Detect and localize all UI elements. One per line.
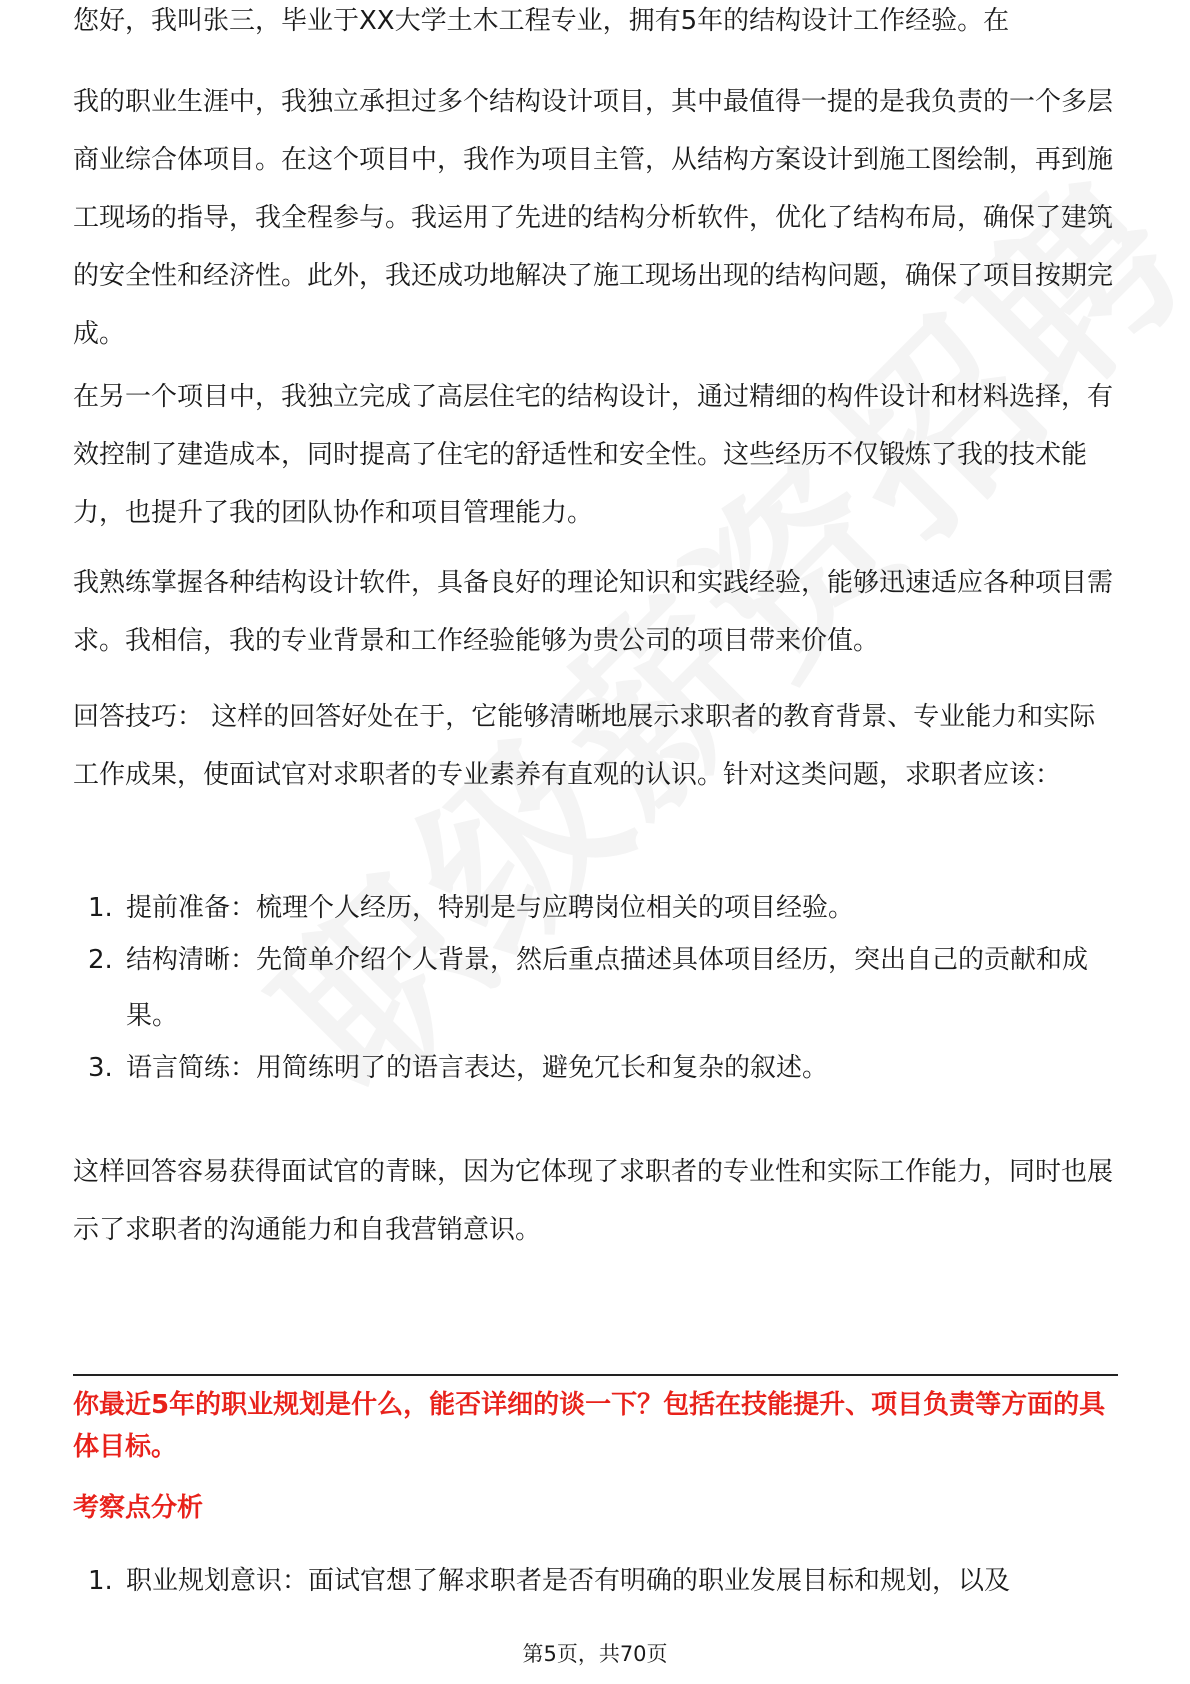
paragraph-cut-off: 您好，我叫张三，毕业于XX大学土木工程专业，拥有5年的结构设计工作经验。在 — [73, 6, 1010, 36]
section-divider — [73, 1374, 1118, 1376]
cut-off-line-wrapper — [73, 0, 1118, 70]
paragraph-software-skills: 我熟练掌握各种结构设计软件，具备良好的理论知识和实践经验，能够迅速适应各种项目需求。我相信，我的专业背景和工作经验能够为贵公司的项目带来价值。 — [73, 568, 1114, 656]
list-item-text: 结构清晰：先简单介绍个人背景，然后重点描述具体项目经历，突出自己的贡献和成果。 — [126, 945, 1089, 1031]
paragraph-answer-tips: 回答技巧： 这样的回答好处在于，它能够清晰地展示求职者的教育背景、专业能力和实际工作成果，使面试官对求职者的专业素养有直观的认识。针对这类问题，求职者应该： — [73, 702, 1096, 790]
page-number: 第5页，共70页 — [522, 1642, 668, 1666]
analysis-heading: 考察点分析 — [73, 1493, 204, 1523]
list-item-text: 职业规划意识：面试官想了解求职者是否有明确的职业发展目标和规划，以及 — [126, 1566, 1011, 1596]
paragraph-project-experience: 我的职业生涯中，我独立承担过多个结构设计项目，其中最值得一提的是我负责的一个多层商业综合体项目。在这个项目中，我作为项目主管，从结构方案设计到施工图绘制，再到施工现场的指导，我全程参与。我运用了先进的结构分析软件，优化了结构布局，确保了建筑的安全性和经济性。此外，我还成功地解决了施工现场出现的结构问题，确保了项目按期完成。 — [73, 87, 1114, 349]
list-number: 1. — [88, 1566, 113, 1596]
list-item-text: 语言简练：用简练明了的语言表达，避免冗长和复杂的叙述。 — [126, 1053, 829, 1083]
list-number: 2. — [88, 945, 113, 975]
paragraph-closing: 这样回答容易获得面试官的青睐，因为它体现了求职者的专业性和实际工作能力，同时也展示了求职者的沟通能力和自我营销意识。 — [73, 1157, 1114, 1245]
interview-question: 你最近5年的职业规划是什么，能否详细的谈一下？包括在技能提升、项目负责等方面的具体目标。 — [73, 1390, 1106, 1462]
list-item-text: 提前准备：梳理个人经历，特别是与应聘岗位相关的项目经验。 — [126, 893, 855, 923]
list-number: 3. — [88, 1053, 113, 1083]
list-number: 1. — [88, 893, 113, 923]
paragraph-high-rise-project: 在另一个项目中，我独立完成了高层住宅的结构设计，通过精细的构件设计和材料选择，有效控制了建造成本，同时提高了住宅的舒适性和安全性。这些经历不仅锻炼了我的技术能力，也提升了我的团队协作和项目管理能力。 — [73, 382, 1114, 528]
